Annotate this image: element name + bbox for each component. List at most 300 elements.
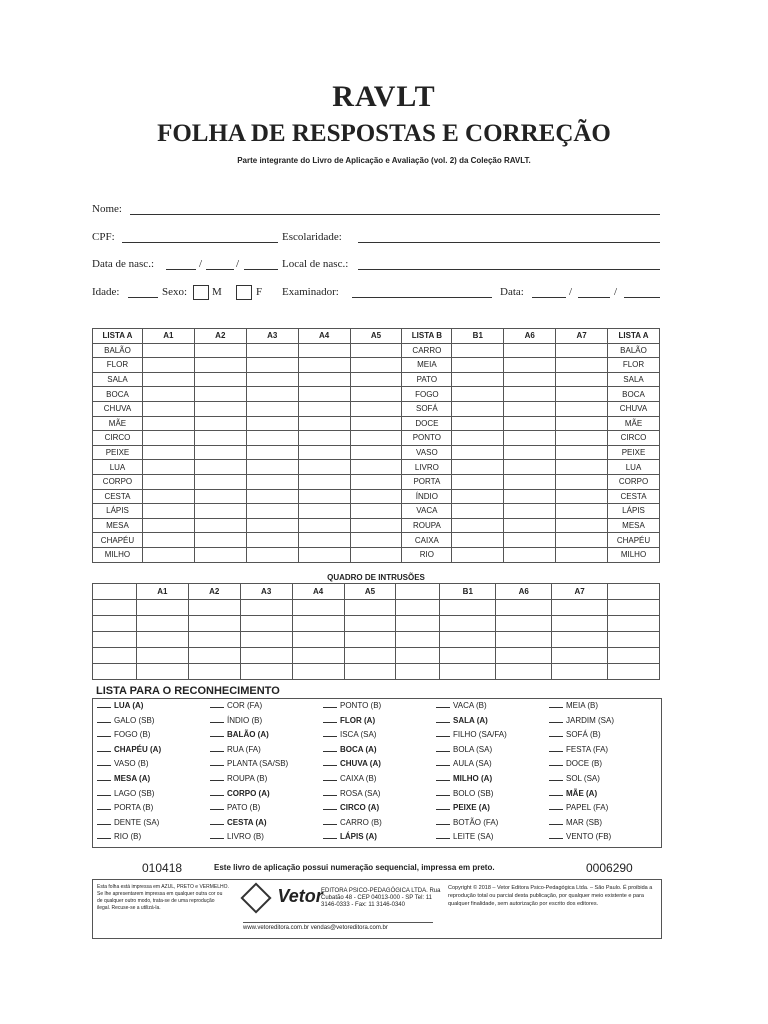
intrusion-cell[interactable] [608, 632, 660, 648]
recognition-word: ROSA (SA) [340, 788, 381, 798]
answer-blank[interactable] [210, 816, 224, 825]
answer-blank[interactable] [97, 699, 111, 708]
score-cell[interactable] [350, 445, 402, 460]
score-cell[interactable] [504, 401, 556, 416]
score-cell[interactable] [246, 416, 298, 431]
score-cell[interactable] [504, 474, 556, 489]
vetor-logo: Vetor [277, 886, 323, 906]
answer-blank[interactable] [323, 728, 337, 737]
score-cell[interactable] [194, 431, 246, 446]
score-cell[interactable] [452, 445, 504, 460]
score-cell[interactable] [350, 460, 402, 475]
score-cell[interactable] [350, 358, 402, 373]
score-cell[interactable] [298, 474, 350, 489]
table-row [93, 489, 660, 504]
intrusion-cell[interactable] [396, 632, 440, 648]
score-cell[interactable] [298, 372, 350, 387]
score-cell[interactable] [452, 387, 504, 402]
intrusion-cell[interactable] [292, 632, 344, 648]
answer-blank[interactable] [210, 787, 224, 796]
answer-blank[interactable] [436, 772, 450, 781]
score-cell[interactable] [246, 547, 298, 562]
lista-a-word: CHAPÉU [93, 533, 143, 548]
score-cell[interactable] [142, 358, 194, 373]
answer-blank[interactable] [97, 757, 111, 766]
score-cell[interactable] [556, 343, 608, 358]
score-cell[interactable] [556, 474, 608, 489]
intrusion-cell[interactable] [496, 664, 552, 680]
score-cell[interactable] [194, 547, 246, 562]
score-cell[interactable] [142, 416, 194, 431]
intrusion-cell[interactable] [552, 632, 608, 648]
recognition-word: MILHO (A) [453, 773, 493, 783]
recognition-item [97, 743, 210, 758]
lista-a-word: CORPO [93, 474, 143, 489]
score-cell[interactable] [556, 489, 608, 504]
answer-blank[interactable] [436, 714, 450, 723]
intrusion-cell[interactable] [440, 616, 496, 632]
intrusion-cell[interactable] [93, 648, 137, 664]
cpf-field[interactable] [122, 242, 278, 243]
answer-blank[interactable] [549, 743, 563, 752]
score-cell[interactable] [246, 372, 298, 387]
score-cell[interactable] [504, 504, 556, 519]
lista-b-word: CARRO [402, 343, 452, 358]
nome-field[interactable] [130, 214, 660, 215]
score-cell[interactable] [246, 474, 298, 489]
score-cell[interactable] [556, 401, 608, 416]
recognition-item [210, 743, 323, 758]
answer-blank[interactable] [549, 830, 563, 839]
intrusion-cell[interactable] [292, 616, 344, 632]
score-cell[interactable] [142, 445, 194, 460]
intrusion-cell[interactable] [188, 632, 240, 648]
intrusion-row [93, 648, 660, 664]
recognition-word: SOL (SA) [566, 773, 600, 783]
recognition-word: CESTA (A) [227, 817, 267, 827]
score-cell[interactable] [556, 518, 608, 533]
recognition-item [210, 714, 323, 729]
score-cell[interactable] [452, 460, 504, 475]
column-header: LISTA B [402, 329, 452, 344]
score-cell[interactable] [194, 533, 246, 548]
score-cell[interactable] [350, 387, 402, 402]
column-header: LISTA A [93, 329, 143, 344]
intrusion-cell[interactable] [552, 616, 608, 632]
score-cell[interactable] [142, 431, 194, 446]
score-cell[interactable] [556, 358, 608, 373]
score-cell[interactable] [298, 431, 350, 446]
recognition-column [210, 699, 323, 847]
answer-blank[interactable] [549, 787, 563, 796]
score-cell[interactable] [246, 387, 298, 402]
intrusion-cell[interactable] [240, 664, 292, 680]
table-row [93, 474, 660, 489]
intrusion-cell[interactable] [440, 632, 496, 648]
intrusion-cell[interactable] [496, 632, 552, 648]
answer-blank[interactable] [323, 757, 337, 766]
website-link[interactable]: www.vetoreditora.com.br vendas@vetoreditora.com.br [243, 922, 433, 931]
table-row [93, 533, 660, 548]
answer-blank[interactable] [323, 830, 337, 839]
score-cell[interactable] [246, 358, 298, 373]
score-cell[interactable] [452, 474, 504, 489]
intrusion-cell[interactable] [93, 616, 137, 632]
score-cell[interactable] [194, 343, 246, 358]
recognition-word: FLOR (A) [340, 715, 376, 725]
score-cell[interactable] [350, 474, 402, 489]
intrusion-cell[interactable] [188, 648, 240, 664]
score-cell[interactable] [194, 358, 246, 373]
intrusion-cell[interactable] [440, 664, 496, 680]
score-cell[interactable] [142, 547, 194, 562]
answer-blank[interactable] [323, 699, 337, 708]
intrusion-cell[interactable] [344, 616, 396, 632]
score-cell[interactable] [452, 431, 504, 446]
score-cell[interactable] [452, 372, 504, 387]
answer-blank[interactable] [549, 816, 563, 825]
score-cell[interactable] [194, 489, 246, 504]
local-nasc-field[interactable] [358, 269, 660, 270]
score-cell[interactable] [194, 474, 246, 489]
recognition-item [436, 728, 549, 743]
intrusion-cell[interactable] [344, 632, 396, 648]
intrusion-cell[interactable] [552, 664, 608, 680]
score-cell[interactable] [452, 343, 504, 358]
recognition-item [436, 772, 549, 787]
score-cell[interactable] [194, 460, 246, 475]
intrusion-cell[interactable] [136, 600, 188, 616]
answer-blank[interactable] [97, 728, 111, 737]
score-cell[interactable] [246, 445, 298, 460]
score-cell[interactable] [350, 547, 402, 562]
recognition-word: GALO (SB) [114, 715, 155, 725]
score-cell[interactable] [452, 533, 504, 548]
score-cell[interactable] [504, 533, 556, 548]
score-cell[interactable] [142, 533, 194, 548]
score-cell[interactable] [350, 504, 402, 519]
score-cell[interactable] [556, 460, 608, 475]
scoring-table [92, 328, 660, 563]
intrusion-cell[interactable] [552, 600, 608, 616]
score-cell[interactable] [246, 489, 298, 504]
score-cell[interactable] [298, 387, 350, 402]
data-year-field[interactable] [624, 297, 660, 298]
score-cell[interactable] [298, 504, 350, 519]
intrusion-row [93, 616, 660, 632]
score-cell[interactable] [194, 445, 246, 460]
page-title: RAVLT [332, 80, 436, 113]
intrusion-cell[interactable] [396, 664, 440, 680]
intrusion-cell[interactable] [608, 616, 660, 632]
intrusion-cell[interactable] [188, 664, 240, 680]
recognition-word: BOCA (A) [340, 744, 377, 754]
answer-blank[interactable] [97, 830, 111, 839]
answer-blank[interactable] [323, 787, 337, 796]
lista-a-word: SALA [608, 372, 660, 387]
score-cell[interactable] [504, 387, 556, 402]
score-cell[interactable] [504, 547, 556, 562]
answer-blank[interactable] [210, 714, 224, 723]
score-cell[interactable] [246, 460, 298, 475]
recognition-item [323, 757, 436, 772]
score-cell[interactable] [142, 474, 194, 489]
intrusion-cell[interactable] [396, 600, 440, 616]
intrusion-cell[interactable] [292, 648, 344, 664]
score-cell[interactable] [298, 343, 350, 358]
score-cell[interactable] [142, 387, 194, 402]
intrusion-cell[interactable] [292, 600, 344, 616]
lista-a-word: SALA [93, 372, 143, 387]
score-cell[interactable] [556, 533, 608, 548]
score-cell[interactable] [142, 372, 194, 387]
intrusion-cell[interactable] [440, 600, 496, 616]
recognition-word: DENTE (SA) [114, 817, 160, 827]
answer-blank[interactable] [97, 787, 111, 796]
answer-blank[interactable] [210, 757, 224, 766]
score-cell[interactable] [298, 460, 350, 475]
intrusion-cell[interactable] [136, 648, 188, 664]
score-cell[interactable] [350, 533, 402, 548]
score-cell[interactable] [504, 460, 556, 475]
intrusion-cell[interactable] [496, 648, 552, 664]
score-cell[interactable] [504, 343, 556, 358]
answer-blank[interactable] [323, 801, 337, 810]
page-subtitle: FOLHA DE RESPOSTAS E CORREÇÃO [157, 120, 611, 147]
score-cell[interactable] [298, 358, 350, 373]
answer-blank[interactable] [210, 830, 224, 839]
recognition-word: FESTA (FA) [566, 744, 609, 754]
score-cell[interactable] [194, 416, 246, 431]
recognition-list [92, 698, 662, 848]
idade-label: Idade: [92, 286, 120, 298]
answer-blank[interactable] [97, 772, 111, 781]
score-cell[interactable] [556, 504, 608, 519]
answer-blank[interactable] [549, 757, 563, 766]
recognition-item [323, 830, 436, 845]
intrusion-cell[interactable] [552, 648, 608, 664]
intrusion-cell[interactable] [396, 648, 440, 664]
score-cell[interactable] [194, 518, 246, 533]
answer-blank[interactable] [210, 743, 224, 752]
answer-blank[interactable] [436, 816, 450, 825]
intrusion-cell[interactable] [240, 632, 292, 648]
intrusion-cell[interactable] [240, 600, 292, 616]
score-cell[interactable] [504, 372, 556, 387]
answer-blank[interactable] [323, 772, 337, 781]
answer-blank[interactable] [549, 728, 563, 737]
score-cell[interactable] [504, 431, 556, 446]
score-cell[interactable] [142, 343, 194, 358]
recognition-column [549, 699, 662, 847]
score-cell[interactable] [298, 416, 350, 431]
intrusion-cell[interactable] [440, 648, 496, 664]
score-cell[interactable] [142, 518, 194, 533]
answer-blank[interactable] [549, 714, 563, 723]
intrusion-cell[interactable] [608, 600, 660, 616]
intrusion-header: B1 [440, 584, 496, 600]
score-cell[interactable] [350, 489, 402, 504]
score-cell[interactable] [350, 416, 402, 431]
score-cell[interactable] [350, 431, 402, 446]
score-cell[interactable] [504, 518, 556, 533]
recognition-word: VASO (B) [114, 759, 149, 769]
answer-blank[interactable] [323, 743, 337, 752]
recognition-item [97, 699, 210, 714]
score-cell[interactable] [452, 401, 504, 416]
score-cell[interactable] [246, 518, 298, 533]
vetor-logo-icon [240, 882, 271, 913]
intrusion-cell[interactable] [608, 664, 660, 680]
score-cell[interactable] [298, 518, 350, 533]
sexo-m-label: M [212, 286, 222, 298]
score-cell[interactable] [452, 489, 504, 504]
intrusion-cell[interactable] [93, 632, 137, 648]
answer-blank[interactable] [97, 801, 111, 810]
score-cell[interactable] [194, 504, 246, 519]
intrusion-cell[interactable] [344, 664, 396, 680]
answer-blank[interactable] [549, 772, 563, 781]
intrusion-cell[interactable] [292, 664, 344, 680]
intrusions-table [92, 583, 660, 680]
lista-a-word: PEIXE [608, 445, 660, 460]
intrusion-cell[interactable] [396, 616, 440, 632]
answer-blank[interactable] [97, 714, 111, 723]
examinador-field[interactable] [352, 297, 492, 298]
answer-blank[interactable] [436, 728, 450, 737]
score-cell[interactable] [350, 343, 402, 358]
intrusion-cell[interactable] [136, 664, 188, 680]
score-cell[interactable] [142, 489, 194, 504]
score-cell[interactable] [142, 460, 194, 475]
intrusion-cell[interactable] [496, 600, 552, 616]
score-cell[interactable] [298, 445, 350, 460]
intrusion-cell[interactable] [344, 600, 396, 616]
intrusion-header: A7 [552, 584, 608, 600]
score-cell[interactable] [504, 445, 556, 460]
score-cell[interactable] [556, 445, 608, 460]
idade-field[interactable] [128, 297, 158, 298]
answer-blank[interactable] [97, 816, 111, 825]
score-cell[interactable] [556, 416, 608, 431]
intrusion-cell[interactable] [344, 648, 396, 664]
score-cell[interactable] [298, 533, 350, 548]
recognition-item [549, 801, 662, 816]
lista-b-word: PATO [402, 372, 452, 387]
data-month-field[interactable] [578, 297, 610, 298]
data-nasc-year-field[interactable] [244, 269, 278, 270]
score-cell[interactable] [142, 401, 194, 416]
answer-blank[interactable] [323, 816, 337, 825]
score-cell[interactable] [556, 387, 608, 402]
score-cell[interactable] [194, 372, 246, 387]
score-cell[interactable] [350, 372, 402, 387]
answer-blank[interactable] [210, 772, 224, 781]
intrusion-cell[interactable] [93, 600, 137, 616]
answer-blank[interactable] [210, 801, 224, 810]
intrusion-cell[interactable] [136, 632, 188, 648]
answer-blank[interactable] [549, 801, 563, 810]
score-cell[interactable] [350, 401, 402, 416]
intrusion-cell[interactable] [188, 600, 240, 616]
table-row [93, 445, 660, 460]
intrusion-cell[interactable] [496, 616, 552, 632]
score-cell[interactable] [246, 533, 298, 548]
recognition-item [549, 743, 662, 758]
score-cell[interactable] [556, 372, 608, 387]
score-cell[interactable] [452, 416, 504, 431]
score-cell[interactable] [142, 504, 194, 519]
score-cell[interactable] [452, 504, 504, 519]
data-nasc-day-field[interactable] [166, 269, 196, 270]
intrusion-cell[interactable] [240, 648, 292, 664]
score-cell[interactable] [504, 489, 556, 504]
intrusion-cell[interactable] [188, 616, 240, 632]
score-cell[interactable] [350, 518, 402, 533]
data-day-field[interactable] [532, 297, 566, 298]
answer-blank[interactable] [436, 830, 450, 839]
score-cell[interactable] [504, 358, 556, 373]
score-cell[interactable] [194, 401, 246, 416]
answer-blank[interactable] [436, 787, 450, 796]
score-cell[interactable] [246, 504, 298, 519]
recognition-item [436, 830, 549, 845]
lista-a-word: PEIXE [93, 445, 143, 460]
intrusion-cell[interactable] [608, 648, 660, 664]
score-cell[interactable] [246, 401, 298, 416]
intrusion-cell[interactable] [93, 664, 137, 680]
intrusion-cell[interactable] [240, 616, 292, 632]
score-cell[interactable] [246, 343, 298, 358]
score-cell[interactable] [504, 416, 556, 431]
score-cell[interactable] [194, 387, 246, 402]
score-cell[interactable] [452, 518, 504, 533]
escolaridade-field[interactable] [358, 242, 660, 243]
data-nasc-month-field[interactable] [206, 269, 234, 270]
score-cell[interactable] [298, 547, 350, 562]
lista-a-word: CESTA [608, 489, 660, 504]
lista-a-word: MILHO [608, 547, 660, 562]
answer-blank[interactable] [549, 699, 563, 708]
answer-blank[interactable] [210, 728, 224, 737]
sexo-f-checkbox[interactable] [236, 285, 252, 300]
recognition-title: LISTA PARA O RECONHECIMENTO [96, 685, 280, 697]
score-cell[interactable] [298, 401, 350, 416]
recognition-word: PATO (B) [227, 803, 261, 813]
table-row [93, 504, 660, 519]
recognition-word: RUA (FA) [227, 744, 261, 754]
answer-blank[interactable] [436, 743, 450, 752]
recognition-word: DOCE (B) [566, 759, 602, 769]
answer-blank[interactable] [210, 699, 224, 708]
intrusion-cell[interactable] [136, 616, 188, 632]
answer-blank[interactable] [436, 801, 450, 810]
table-row [93, 416, 660, 431]
answer-blank[interactable] [436, 699, 450, 708]
score-cell[interactable] [556, 547, 608, 562]
recognition-word: CHAPÉU (A) [114, 744, 162, 754]
score-cell[interactable] [452, 547, 504, 562]
answer-blank[interactable] [323, 714, 337, 723]
score-cell[interactable] [246, 431, 298, 446]
answer-blank[interactable] [436, 757, 450, 766]
slash-text: / [236, 258, 240, 270]
score-cell[interactable] [298, 489, 350, 504]
score-cell[interactable] [452, 358, 504, 373]
answer-blank[interactable] [97, 743, 111, 752]
score-cell[interactable] [556, 431, 608, 446]
sexo-m-checkbox[interactable] [193, 285, 209, 300]
